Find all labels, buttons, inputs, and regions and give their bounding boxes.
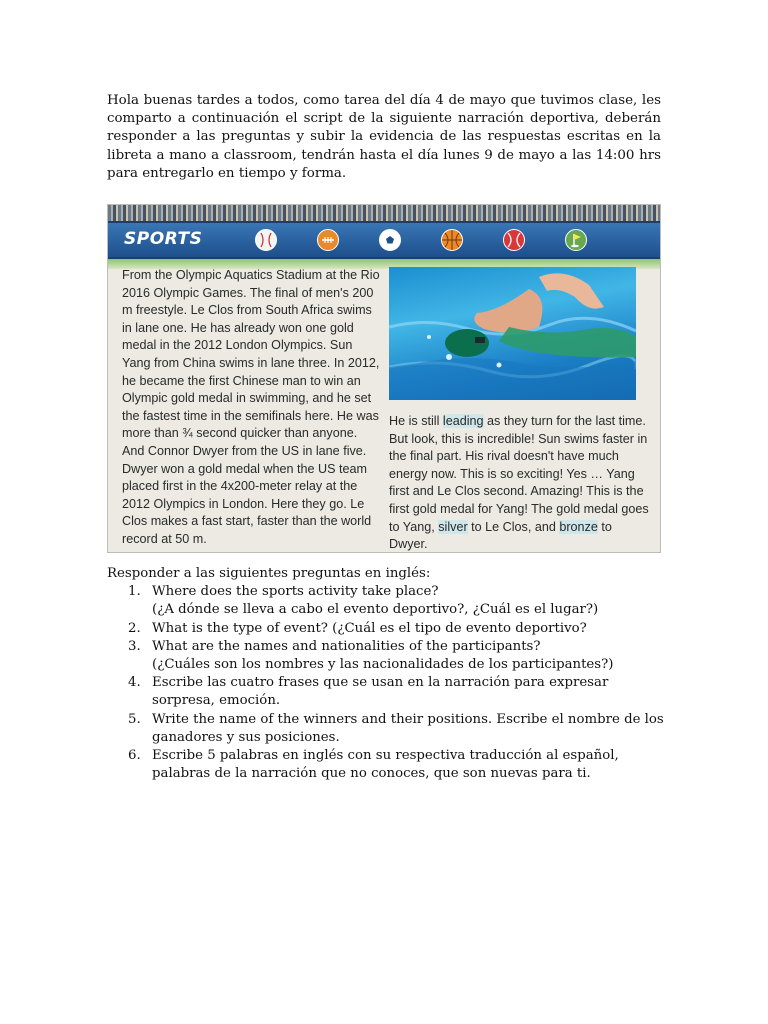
stadium-crowd-strip	[108, 205, 660, 221]
sports-narration-card	[107, 204, 661, 553]
question-item	[107, 583, 667, 619]
question-text: Where does the sports activity take place?	[152, 584, 439, 600]
swimmer-photo	[389, 267, 636, 400]
question-item	[107, 638, 667, 674]
narration-right-column	[389, 413, 651, 553]
tennis-ball-icon	[503, 229, 525, 251]
baseball-icon	[255, 229, 277, 251]
question-translation: (¿A dónde se lleva a cabo el evento deportivo?, ¿Cuál es el lugar?)	[152, 602, 599, 618]
questions-heading: Responder a las siguientes preguntas en inglés:	[107, 566, 431, 581]
question-item	[107, 674, 667, 710]
question-number: 4.	[128, 675, 141, 691]
question-number: 6.	[128, 748, 141, 764]
narration-text: as they turn for the last time. But look, this is incredible! Sun swims faster in the final part. His rival doesn't have much energy now. This is so exciting! Yes … Yang first and Le Clos second. Amazing! This is the first gold medal for Yang! The gold medal goes to Yang,	[389, 414, 649, 534]
narration-text: to Dwyer.	[389, 519, 612, 552]
question-number: 5.	[128, 711, 141, 727]
question-text: What is the type of event? (¿Cuál es el tipo de evento deportivo?	[152, 620, 587, 636]
question-item	[107, 620, 667, 638]
narration-left-column: From the Olympic Aquatics Stadium at the Rio 2016 Olympic Games. The final of men's 200 m freestyle. Le Clos from South Africa swims in lane one. He has already won one gold medal in the 2012 London Olympics. Sun Yang from China swims in lane three. In 2012, he became the first Chinese man to win an Olympic gold medal in swimming, and he set the fastest time in the semifinals here. He was more than ¾ second quicker than anyone. And Connor Dwyer from the US in lane five. Dwyer won a gold medal when the US team placed first in the 4x200-meter relay at the 2012 Olympics in London. Here they go. Le Clos makes a fast start, faster than the world record at 50 m.	[122, 268, 380, 546]
soccer-ball-icon	[379, 229, 401, 251]
questions-section	[107, 565, 667, 783]
question-item	[107, 711, 667, 747]
question-number: 1.	[128, 584, 141, 600]
football-icon	[317, 229, 339, 251]
highlighted-word-silver: silver	[438, 519, 468, 534]
question-text: Write the name of the winners and their positions. Escribe el nombre de los ganadores y sus posiciones.	[152, 711, 664, 745]
golf-flag-icon	[565, 229, 587, 251]
question-number: 3.	[128, 638, 141, 654]
question-translation: (¿Cuáles son los nombres y las nacionalidades de los participantes?)	[152, 657, 614, 673]
question-item	[107, 747, 667, 783]
highlighted-word-bronze: bronze	[559, 519, 598, 534]
question-text: What are the names and nationalities of the participants?	[152, 638, 541, 654]
questions-list	[107, 583, 667, 783]
question-text: Escribe 5 palabras en inglés con su respectiva traducción al español, palabras de la narración que no conoces, que son nuevas para ti.	[152, 748, 619, 782]
question-number: 2.	[128, 620, 141, 636]
banner-title: SPORTS	[124, 229, 203, 249]
sports-banner	[108, 221, 660, 259]
highlighted-word-leading: leading	[442, 414, 484, 428]
intro-paragraph: Hola buenas tardes a todos, como tarea del día 4 de mayo que tuvimos clase, les comparto a continuación el script de la siguiente narración deportiva, deberán responder a las preguntas y subir la evidencia de las respuestas escritas en la libreta a mano a classroom, tendrán hasta el día lunes 9 de mayo a las 14:00 hrs para entregarlo en tiempo y forma.	[107, 93, 661, 181]
question-text: Escribe las cuatro frases que se usan en la narración para expresar sorpresa, emoción.	[152, 675, 609, 709]
narration-text: to Le Clos, and	[467, 519, 560, 534]
basketball-icon	[441, 229, 463, 251]
narration-text: He is still	[389, 414, 443, 428]
